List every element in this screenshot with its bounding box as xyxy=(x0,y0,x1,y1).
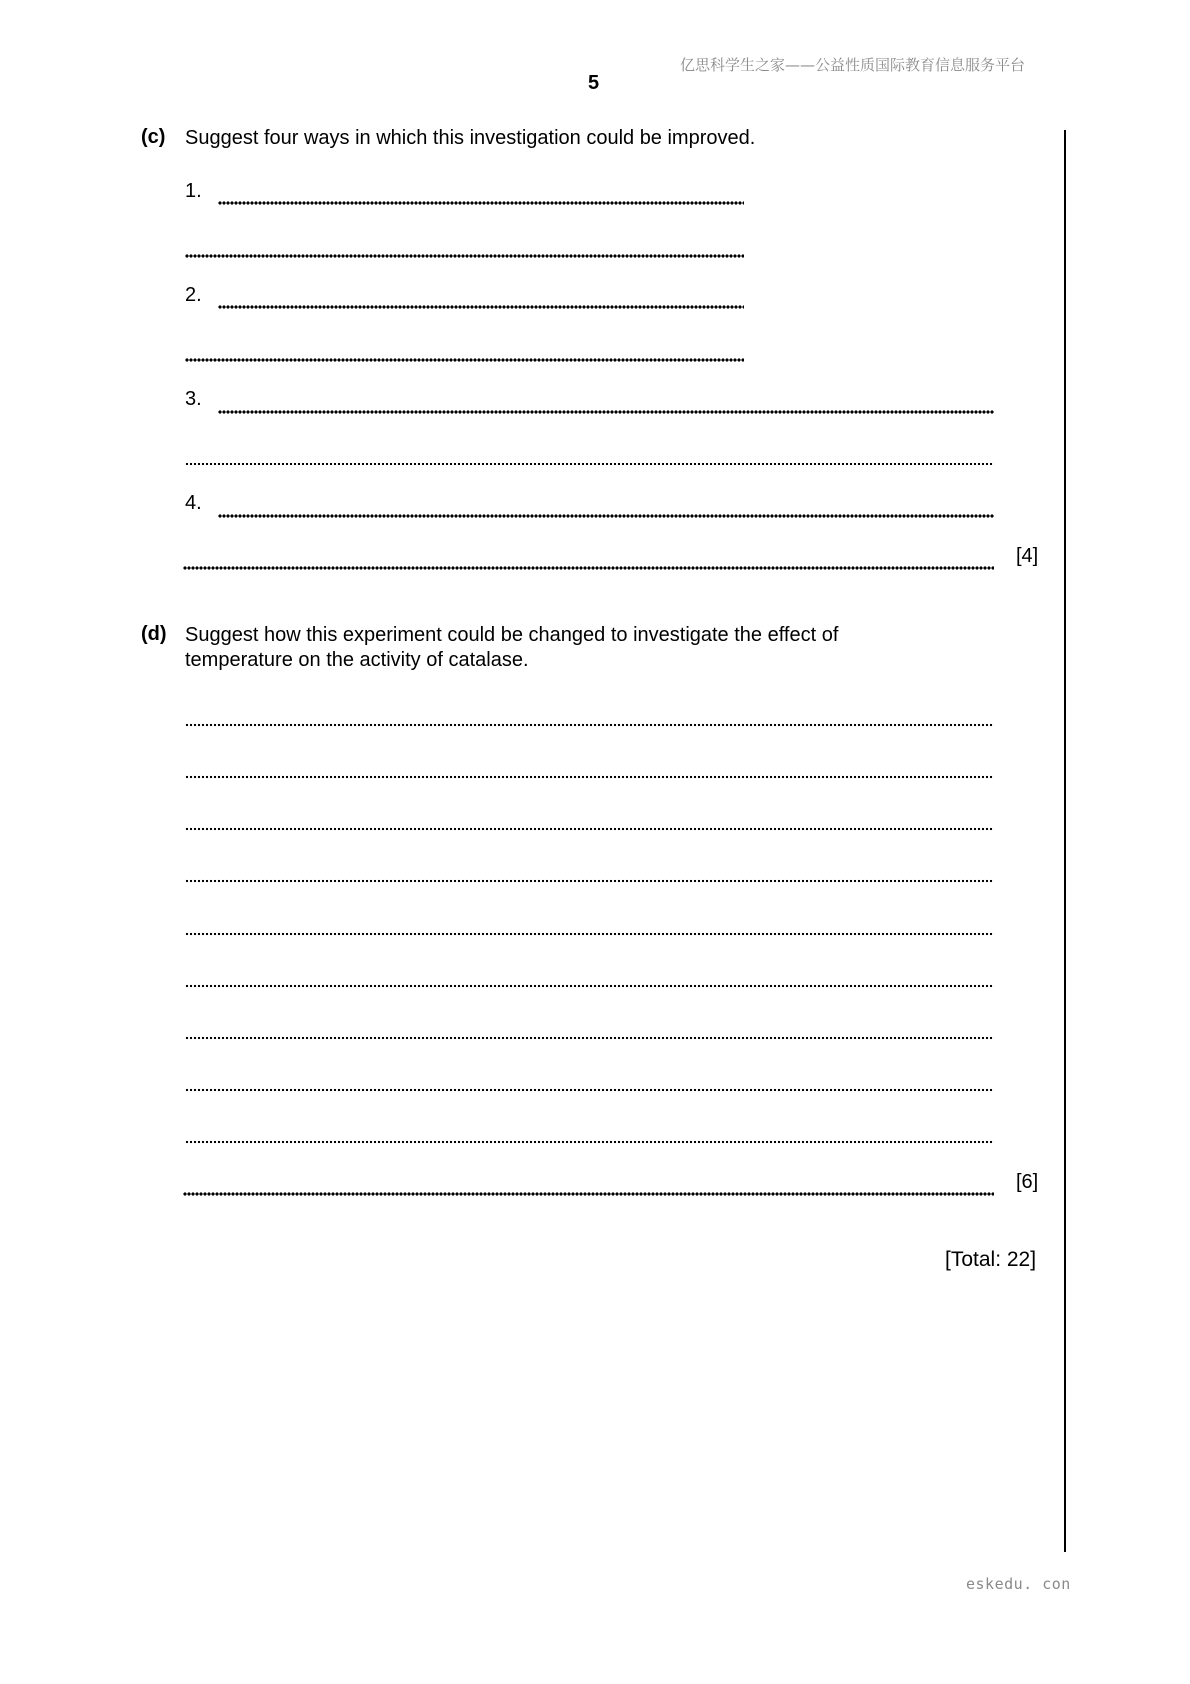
answer-line[interactable] xyxy=(185,879,994,883)
margin-rule xyxy=(1064,130,1066,1552)
question-d-text-line2: temperature on the activity of catalase. xyxy=(185,649,529,671)
answer-line[interactable] xyxy=(185,1036,994,1040)
answer-line[interactable] xyxy=(183,566,994,570)
answer-line[interactable] xyxy=(218,305,744,309)
watermark-footer: eskedu. con xyxy=(966,1575,1071,1593)
answer-line[interactable] xyxy=(185,462,994,466)
answer-line[interactable] xyxy=(185,1140,994,1144)
answer-line[interactable] xyxy=(185,723,994,727)
answer-c-item-number: 4. xyxy=(185,492,202,514)
answer-line[interactable] xyxy=(185,775,994,779)
page-number: 5 xyxy=(588,72,600,94)
question-d-text-line1: Suggest how this experiment could be changed to investigate the effect of xyxy=(185,624,839,646)
answer-line[interactable] xyxy=(218,514,994,518)
answer-c-item-number: 2. xyxy=(185,284,202,306)
marks-c: [4] xyxy=(1016,545,1039,567)
answer-line[interactable] xyxy=(218,201,744,205)
total-marks: [Total: 22] xyxy=(945,1248,1037,1271)
answer-c-item-number: 3. xyxy=(185,388,202,410)
question-c-label: (c) xyxy=(141,126,166,148)
question-d-label: (d) xyxy=(141,623,167,645)
answer-line[interactable] xyxy=(185,1088,994,1092)
answer-line[interactable] xyxy=(185,932,994,936)
answer-line[interactable] xyxy=(218,410,994,414)
watermark-header: 亿思科学生之家——公益性质国际教育信息服务平台 xyxy=(680,56,1026,74)
answer-line[interactable] xyxy=(185,254,744,258)
question-c-text: Suggest four ways in which this investigation could be improved. xyxy=(185,127,756,149)
marks-d: [6] xyxy=(1016,1171,1039,1193)
answer-line[interactable] xyxy=(183,1192,994,1196)
answer-c-item-number: 1. xyxy=(185,180,202,202)
answer-line[interactable] xyxy=(185,827,994,831)
answer-line[interactable] xyxy=(185,358,744,362)
answer-line[interactable] xyxy=(185,984,994,988)
